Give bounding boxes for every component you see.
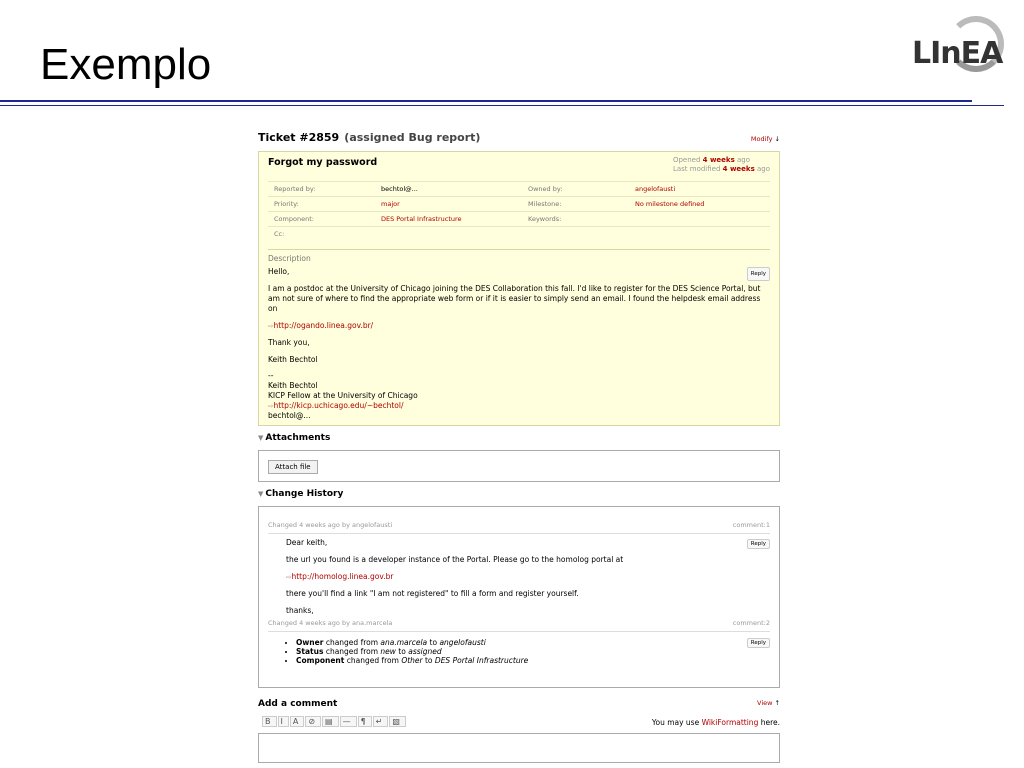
opened-link[interactable]: 4 weeks <box>702 156 735 164</box>
desc-link-ogando[interactable]: http://ogando.linea.gov.br/ <box>273 321 374 330</box>
link-icon[interactable]: ⊘ <box>305 716 321 727</box>
change-history-box <box>258 506 780 688</box>
hint-prefix: You may use <box>651 718 702 727</box>
attachments-header[interactable] <box>258 433 780 443</box>
homolog-link[interactable]: http://homolog.linea.gov.br <box>291 572 394 581</box>
component-value[interactable]: DES Portal Infrastructure <box>375 212 522 227</box>
ticket-box <box>258 151 780 426</box>
change-1-line: there you'll find a link "I am not registered" to fill a form and register yourself. <box>286 589 579 598</box>
change-history-title: Change History <box>265 489 344 499</box>
owned-by-label: Owned by: <box>522 182 629 197</box>
change-1-line: the url you found is a developer instance of the Portal. Please go to the homolog portal at <box>286 555 624 564</box>
change-2-reply-button[interactable]: Reply <box>747 638 770 648</box>
owned-by-value[interactable]: angelofausti <box>629 182 770 197</box>
opened-suffix: ago <box>736 156 750 164</box>
attachments-title: Attachments <box>265 433 331 443</box>
desc-name: Keith Bechtol <box>268 355 318 364</box>
change-item-component: • Component changed from Other to DES Portal Infrastructure <box>296 656 770 665</box>
change-1-line: Dear keith, <box>286 538 328 547</box>
wiki-hint <box>652 718 780 727</box>
sig-email: bechtol@... <box>268 411 311 420</box>
milestone-value[interactable]: No milestone defined <box>629 197 770 212</box>
line-break-icon[interactable]: ↵ <box>373 716 389 727</box>
external-link-icon: ⇨ <box>268 402 274 410</box>
description-reply-button[interactable]: Reply <box>747 267 770 281</box>
collapse-triangle-icon: ▼ <box>258 490 264 498</box>
attach-file-button[interactable]: Attach file <box>268 460 318 474</box>
add-comment-title: Add a comment <box>258 699 338 709</box>
attachments-box <box>258 450 780 482</box>
keywords-value <box>629 212 770 227</box>
wiki-toolbar-row <box>258 717 780 731</box>
external-link-icon: ⇨ <box>286 573 292 581</box>
external-link-icon: ⇨ <box>268 322 274 330</box>
title-rule-thin <box>0 105 1004 106</box>
modify-label: Modify <box>750 135 773 143</box>
view-label: View <box>757 699 773 707</box>
wiki-toolbar <box>262 717 407 726</box>
opened-prefix: Opened <box>672 156 701 164</box>
change-2-comment-number[interactable]: comment:2 <box>732 619 770 627</box>
desc-body: I am a postdoc at the University of Chicago joining the DES Collaboration this fall. I'd like to register for the DES Science Portal, but am not sure of where to find the appropriate web form or if it is easier to simply send an email. I found the helpdesk email address on <box>268 284 761 313</box>
logo-text: LInEA <box>912 36 1003 71</box>
modified-prefix: Last modified <box>672 165 721 173</box>
collapse-triangle-icon: ▼ <box>258 434 264 442</box>
change-2-body <box>268 638 770 665</box>
change-1-line: thanks, <box>286 606 314 615</box>
title-rule <box>0 100 972 102</box>
ticket-summary: Forgot my password <box>268 157 378 168</box>
ticket-dates <box>673 156 770 174</box>
add-comment-header <box>258 699 780 709</box>
change-1-reply-button[interactable]: Reply <box>747 539 770 549</box>
priority-label: Priority: <box>268 197 375 212</box>
comment-textarea[interactable] <box>258 733 780 763</box>
change-item-status: • Status changed from new to assigned <box>296 647 770 656</box>
ticket-header <box>258 126 780 144</box>
change-2-list <box>268 638 770 665</box>
ticket-id: Ticket #2859 <box>258 131 340 144</box>
priority-value[interactable]: major <box>375 197 522 212</box>
bold-icon[interactable]: B <box>262 716 277 727</box>
sig-title: KICP Fellow at the University of Chicago <box>268 391 418 400</box>
milestone-label: Milestone: <box>522 197 629 212</box>
reported-by-label: Reported by: <box>268 182 375 197</box>
code-icon[interactable]: ▤ <box>322 716 339 727</box>
description-body <box>268 267 770 421</box>
modify-link[interactable] <box>751 135 780 143</box>
change-1-header <box>268 521 770 534</box>
up-arrow-icon: ↑ <box>774 699 780 707</box>
description-label: Description <box>268 249 770 263</box>
wikiformatting-link[interactable]: WikiFormatting <box>701 718 759 727</box>
modified-link[interactable]: 4 weeks <box>722 165 755 173</box>
down-arrow-icon: ↓ <box>774 135 780 143</box>
ticket-type: (assigned Bug report) <box>344 131 481 144</box>
ticket-properties <box>268 181 770 241</box>
change-history-header[interactable] <box>258 489 780 499</box>
image-icon[interactable]: ▧ <box>389 716 406 727</box>
paragraph-icon[interactable]: ¶ <box>358 716 372 727</box>
cc-label: Cc: <box>268 227 375 242</box>
change-1-meta: Changed 4 weeks ago by angelofausti <box>268 521 393 529</box>
change-1-body <box>268 534 770 619</box>
keywords-label: Keywords: <box>522 212 629 227</box>
component-label: Component: <box>268 212 375 227</box>
sig-link-kicp[interactable]: http://kicp.uchicago.edu/~bechtol/ <box>273 401 404 410</box>
modified-suffix: ago <box>756 165 770 173</box>
cc-value <box>375 227 522 242</box>
heading-icon[interactable]: A <box>290 716 304 727</box>
slide-title: Exemplo <box>40 40 212 89</box>
reported-by-value: bechtol@... <box>375 182 522 197</box>
trac-ticket-screenshot <box>258 126 780 763</box>
sig-dash: -- <box>268 371 274 380</box>
linea-logo <box>908 14 1008 84</box>
view-link[interactable] <box>757 699 780 707</box>
change-1-comment-number[interactable]: comment:1 <box>732 521 770 529</box>
italic-icon[interactable]: I <box>278 716 289 727</box>
desc-thanks: Thank you, <box>268 338 310 347</box>
hint-suffix: here. <box>758 718 780 727</box>
change-2-header <box>268 619 770 632</box>
change-item-owner: • Owner changed from ana.marcela to angelofausti <box>296 638 770 647</box>
hr-icon[interactable]: — <box>340 716 357 727</box>
change-2-meta: Changed 4 weeks ago by ana.marcela <box>268 619 393 627</box>
sig-name: Keith Bechtol <box>268 381 318 390</box>
desc-greeting: Hello, <box>268 267 290 276</box>
